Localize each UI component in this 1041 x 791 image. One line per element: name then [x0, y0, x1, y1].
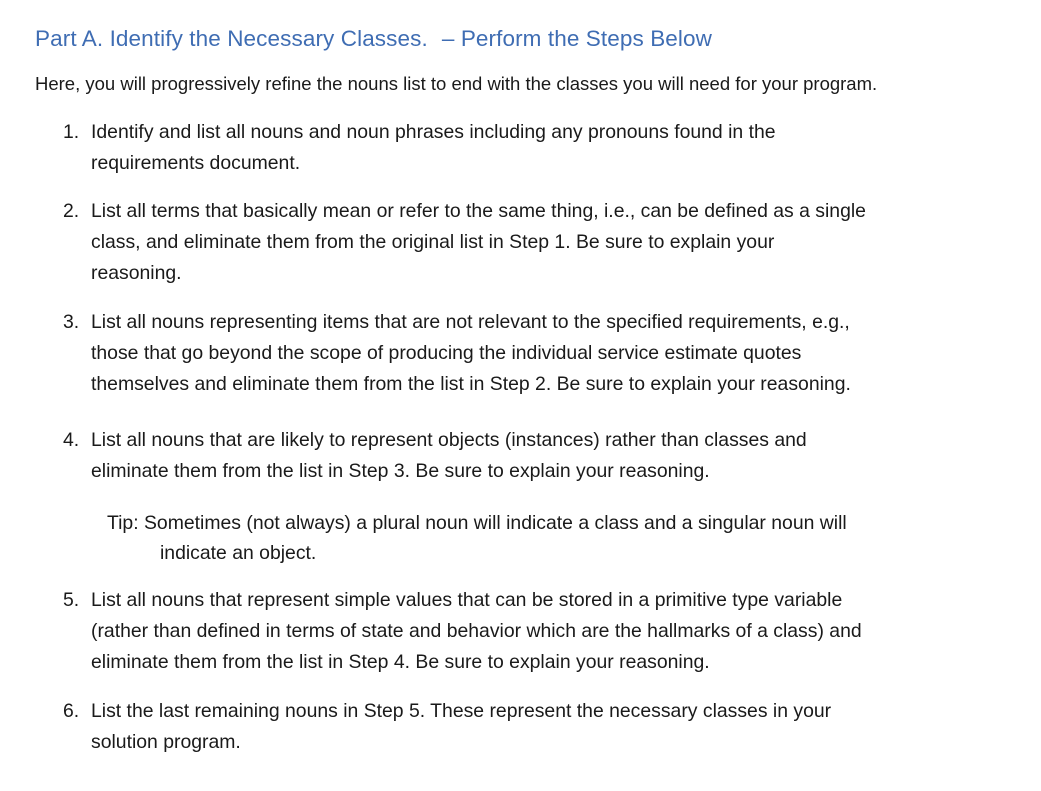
step-text-line: eliminate them from the list in Step 4. Be sure to explain your reasoning. [91, 651, 710, 673]
intro-paragraph: Here, you will progressively refine the nouns list to end with the classes you will need for your program. [35, 73, 878, 94]
step-number: 5. [63, 589, 80, 611]
step-3 [63, 307, 851, 400]
step-text-line: solution program. [91, 731, 241, 753]
step-number: 3. [63, 311, 80, 333]
tip-text-line: Tip: Sometimes (not always) a plural noun will indicate a class and a singular noun will [107, 512, 847, 534]
step-text-line: List all terms that basically mean or refer to the same thing, i.e., can be defined as a single [91, 200, 866, 222]
step-1 [63, 117, 776, 179]
step-number: 6. [63, 700, 80, 722]
step-number: 4. [63, 429, 80, 451]
step-number: 2. [63, 200, 80, 222]
step-4 [63, 425, 807, 487]
step-text-line: List all nouns that represent simple values that can be stored in a primitive type variable [91, 589, 843, 611]
step-text-line: eliminate them from the list in Step 3. Be sure to explain your reasoning. [91, 460, 710, 482]
tip-note [107, 508, 847, 568]
heading-title: Part A. Identify the Necessary Classes. [35, 26, 428, 51]
step-number: 1. [63, 121, 80, 143]
step-text-line: themselves and eliminate them from the list in Step 2. Be sure to explain your reasoning. [91, 373, 851, 395]
step-text-line: (rather than defined in terms of state and behavior which are the hallmarks of a class) and [91, 620, 862, 642]
step-2 [63, 196, 866, 289]
step-text-line: Identify and list all nouns and noun phrases including any pronouns found in the [91, 121, 776, 143]
step-text-line: List all nouns representing items that are not relevant to the specified requirements, e.g., [91, 311, 850, 333]
step-text-line: List the last remaining nouns in Step 5. These represent the necessary classes in your [91, 700, 832, 722]
heading-subtitle: Perform the Steps Below [460, 26, 712, 51]
step-text-line: those that go beyond the scope of producing the individual service estimate quotes [91, 342, 802, 364]
step-5 [63, 585, 862, 678]
tip-text-line: indicate an object. [160, 542, 317, 564]
step-6 [63, 696, 831, 758]
step-text-line: reasoning. [91, 262, 182, 284]
page-heading [35, 26, 712, 52]
step-text-line: List all nouns that are likely to represent objects (instances) rather than classes and [91, 429, 807, 451]
step-text-line: class, and eliminate them from the original list in Step 1. Be sure to explain your [91, 231, 775, 253]
heading-dash: – [441, 26, 455, 51]
step-text-line: requirements document. [91, 152, 301, 174]
